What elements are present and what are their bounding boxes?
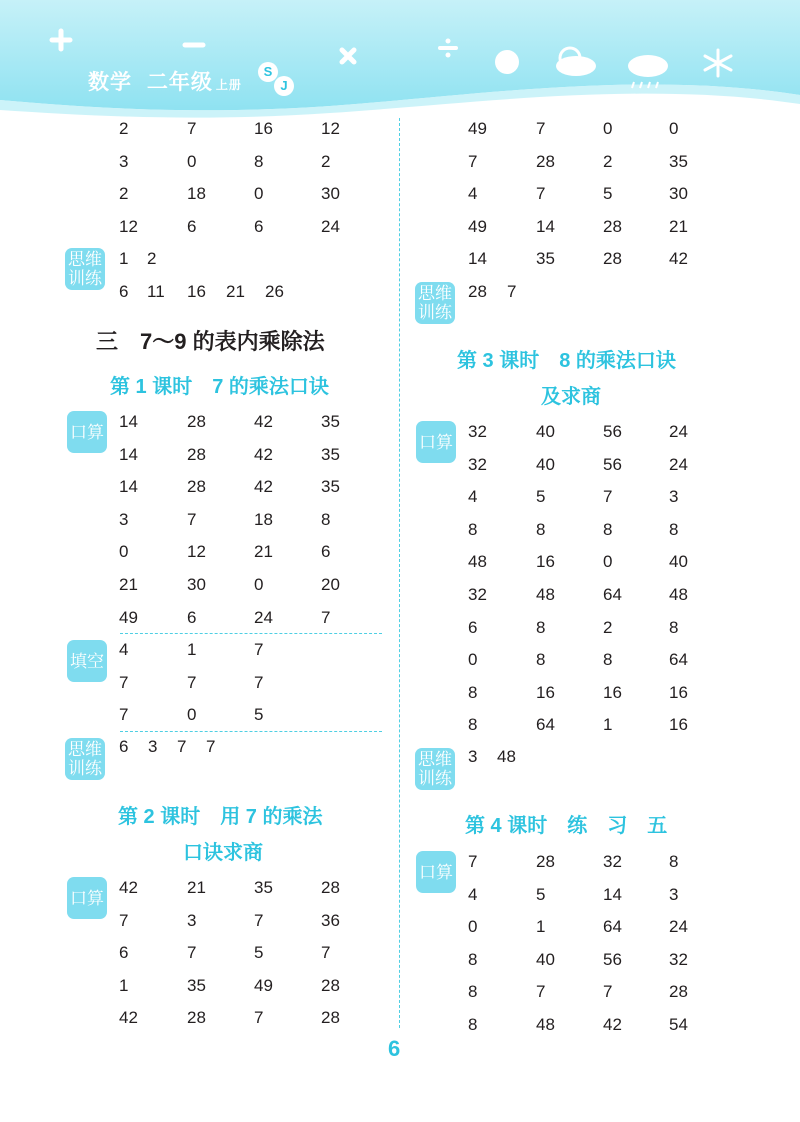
answer-cell: 6 [321,542,331,562]
answer-cell: 7 [254,1008,264,1028]
answer-cell: 35 [254,878,273,897]
answer-cell: 7 [321,943,331,963]
volume: 上册 [215,78,242,92]
answer-cell: 21 [226,281,245,301]
tag-line: 思维 [418,750,452,769]
answer-cell: 30 [321,184,340,204]
answer-cell: 24 [669,917,688,937]
answer-cell: 64 [603,585,622,604]
kousuan-tag: 口算 [67,877,107,919]
answer-cell: 8 [254,151,264,171]
answer-cell: 8 [321,509,331,529]
tag-line: 训练 [68,759,102,778]
answer-cell: 24 [669,422,688,441]
tag-line: 训练 [418,769,452,788]
answer-cell: 28 [187,477,206,497]
answer-cell: 54 [669,1015,688,1034]
answer-cell: 1 [119,975,129,995]
lesson1-title: 第 1 课时 7 的乘法口诀 [110,376,329,398]
answer-cell: 5 [254,705,264,725]
answer-cell: 6 [468,617,478,637]
answer-cell: 16 [669,682,688,702]
badge-s: S [258,62,278,82]
answer-cell: 5 [536,884,546,904]
answer-cell: 42 [254,444,273,464]
answer-cell: 3 [148,737,158,756]
answer-cell: 1 [187,640,197,659]
siwei-tag [415,282,455,324]
answer-cell: 14 [119,444,138,464]
answer-cell: 32 [468,585,487,604]
answer-cell: 42 [119,1008,138,1028]
header-banner [0,0,800,125]
answer-cell: 28 [536,852,555,871]
answer-cell: 56 [603,422,622,441]
answer-cell: 3 [669,487,679,507]
lesson4-title: 第 4 课时 练 习 五 [465,815,668,837]
answer-cell: 8 [468,1015,478,1034]
tag-line: 训练 [68,269,102,288]
answer-cell: 32 [669,949,688,969]
answer-cell: 8 [669,519,679,539]
answer-cell: 16 [187,281,206,301]
answer-cell: 16 [536,682,555,702]
kousuan-tag: 口算 [67,411,107,453]
tag-line: 思维 [418,284,452,303]
answer-cell: 8 [536,650,546,670]
answer-cell: 7 [177,737,187,756]
answer-cell: 2 [119,184,129,204]
answer-cell: 7 [321,607,331,627]
answer-cell: 6 [187,607,197,627]
answer-cell: 49 [468,119,487,138]
answer-cell: 28 [321,878,340,897]
lesson2-title-line1: 第 2 课时 用 7 的乘法 [118,806,323,828]
answer-cell: 0 [187,151,197,171]
answer-cell: 18 [187,184,206,204]
answer-cell: 35 [669,151,688,171]
answer-cell: 8 [669,617,679,637]
answer-cell: 21 [254,542,273,562]
answer-cell: 6 [119,943,129,963]
answer-cell: 28 [187,412,206,431]
answer-cell: 3 [187,910,197,930]
answer-cell: 7 [206,737,216,756]
answer-cell: 8 [468,715,478,735]
answer-cell: 7 [119,910,129,930]
answer-cell: 4 [119,640,129,659]
answer-cell: 14 [603,884,622,904]
siwei-tag [65,248,105,290]
badge-j: J [274,76,294,96]
answer-cell: 32 [468,454,487,474]
answer-cell: 12 [119,216,138,236]
tag-line: 思维 [68,740,102,759]
answer-cell: 2 [147,249,157,268]
answer-cell: 49 [468,216,487,236]
answer-cell: 48 [536,585,555,604]
answer-cell: 35 [536,249,555,269]
answer-cell: 0 [187,705,197,725]
answer-cell: 35 [187,975,206,995]
answer-cell: 8 [468,519,478,539]
answer-cell: 42 [669,249,688,269]
lesson3-title-line2: 及求商 [541,386,601,408]
answer-cell: 14 [468,249,487,269]
tag-line: 训练 [418,303,452,322]
answer-cell: 7 [254,910,264,930]
answer-cell: 14 [119,412,138,431]
answer-cell: 0 [119,542,129,562]
answer-cell: 26 [265,281,284,301]
answer-cell: 5 [536,487,546,507]
answer-cell: 4 [468,487,478,507]
answer-cell: 7 [187,509,197,529]
answer-cell: 64 [603,917,622,937]
answer-cell: 6 [119,281,129,301]
answer-cell: 0 [669,119,679,138]
answer-cell: 64 [669,650,688,670]
answer-cell: 20 [321,575,340,594]
answer-cell: 8 [669,852,679,871]
answer-cell: 16 [536,552,555,572]
answer-cell: 1 [119,249,129,268]
answer-cell: 36 [321,910,340,930]
answer-cell: 28 [603,216,622,236]
answer-cell: 7 [254,672,264,692]
answer-cell: 8 [468,982,478,1002]
answer-cell: 8 [468,949,478,969]
answer-cell: 28 [187,1008,206,1028]
answer-cell: 7 [536,982,546,1002]
answer-cell: 2 [119,119,129,138]
answer-cell: 16 [669,715,688,735]
answer-cell: 7 [119,705,129,725]
answer-cell: 30 [669,184,688,204]
answer-cell: 28 [187,444,206,464]
answer-cell: 7 [536,184,546,204]
answer-cell: 35 [321,412,340,431]
answer-cell: 40 [536,454,555,474]
answer-cell: 21 [669,216,688,236]
siwei-tag [65,738,105,780]
answer-cell: 64 [536,715,555,735]
header-title [88,66,242,96]
sun-icon [495,50,519,74]
answer-cell: 8 [536,617,546,637]
answer-cell: 7 [119,672,129,692]
grade: 二年级 [146,71,213,94]
dashed-separator [120,633,382,634]
answer-cell: 7 [603,982,613,1002]
answer-cell: 49 [119,607,138,627]
answer-cell: 8 [603,519,613,539]
answer-cell: 42 [254,477,273,497]
answer-cell: 2 [603,151,613,171]
answer-cell: 12 [321,119,340,138]
answer-cell: 6 [119,737,129,756]
tiankong-tag: 填空 [67,640,107,682]
answer-cell: 40 [536,949,555,969]
answer-cell: 48 [536,1015,555,1034]
chapter-title: 三 7～9 的表内乘除法 [96,329,325,354]
answer-cell: 8 [603,650,613,670]
siwei-tag [415,748,455,790]
kousuan-tag: 口算 [416,421,456,463]
answer-cell: 32 [468,422,487,441]
answer-cell: 12 [187,542,206,562]
answer-cell: 49 [254,975,273,995]
answer-cell: 28 [536,151,555,171]
answer-cell: 0 [468,650,478,670]
lesson2-title-line2: 口诀求商 [183,842,263,864]
answer-cell: 7 [254,640,264,659]
answer-cell: 32 [603,852,622,871]
dashed-separator [120,731,382,732]
subject: 数学 [88,71,132,94]
answer-cell: 5 [254,943,264,963]
answer-cell: 8 [468,682,478,702]
answer-cell: 24 [321,216,340,236]
answer-cell: 42 [119,878,138,897]
answer-cell: 6 [254,216,264,236]
answer-cell: 42 [603,1015,622,1034]
answer-cell: 28 [468,282,487,301]
answer-cell: 18 [254,509,273,529]
page-header [0,0,800,125]
answer-cell: 7 [187,943,197,963]
answer-cell: 7 [187,672,197,692]
answer-cell: 56 [603,949,622,969]
tag-line: 思维 [68,250,102,269]
answer-cell: 0 [603,119,613,138]
answer-cell: 3 [669,884,679,904]
answer-cell: 1 [536,917,546,937]
answer-cell: 4 [468,884,478,904]
answer-cell: 28 [321,975,340,995]
answer-cell: 16 [254,119,273,138]
answer-cell: 14 [536,216,555,236]
answer-cell: 40 [536,422,555,441]
lesson3-title-line1: 第 3 课时 8 的乘法口诀 [457,350,676,372]
answer-cell: 0 [603,552,613,572]
answer-cell: 3 [119,151,129,171]
answer-cell: 28 [669,982,688,1002]
answer-cell: 7 [507,282,517,301]
column-divider [399,118,400,1028]
answer-cell: 1 [603,715,613,735]
answer-cell: 21 [187,878,206,897]
answer-cell: 56 [603,454,622,474]
answer-cell: 14 [119,477,138,497]
answer-cell: 24 [669,454,688,474]
page-number: 6 [388,1036,401,1061]
answer-cell: 35 [321,444,340,464]
answer-cell: 7 [187,119,197,138]
answer-cell: 42 [254,412,273,431]
answer-cell: 7 [468,151,478,171]
answer-cell: 8 [536,519,546,539]
answer-cell: 3 [468,747,478,766]
kousuan-tag: 口算 [416,851,456,893]
answer-cell: 48 [497,747,516,766]
answer-cell: 6 [187,216,197,236]
answer-cell: 48 [468,552,487,572]
answer-cell: 21 [119,575,138,594]
answer-cell: 28 [603,249,622,269]
answer-cell: 4 [468,184,478,204]
answer-cell: 2 [603,617,613,637]
answer-cell: 3 [119,509,129,529]
answer-cell: 40 [669,552,688,572]
answer-cell: 2 [321,151,331,171]
answer-cell: 7 [536,119,546,138]
answer-cell: 7 [468,852,478,871]
answer-cell: 0 [254,575,264,594]
answer-cell: 30 [187,575,206,594]
answer-cell: 48 [669,585,688,604]
answer-cell: 7 [603,487,613,507]
answer-cell: 24 [254,607,273,627]
answer-cell: 11 [147,281,165,301]
answer-cell: 28 [321,1008,340,1028]
answer-cell: 0 [468,917,478,937]
answer-cell: 0 [254,184,264,204]
answer-cell: 35 [321,477,340,497]
answer-cell: 5 [603,184,613,204]
answer-cell: 16 [603,682,622,702]
